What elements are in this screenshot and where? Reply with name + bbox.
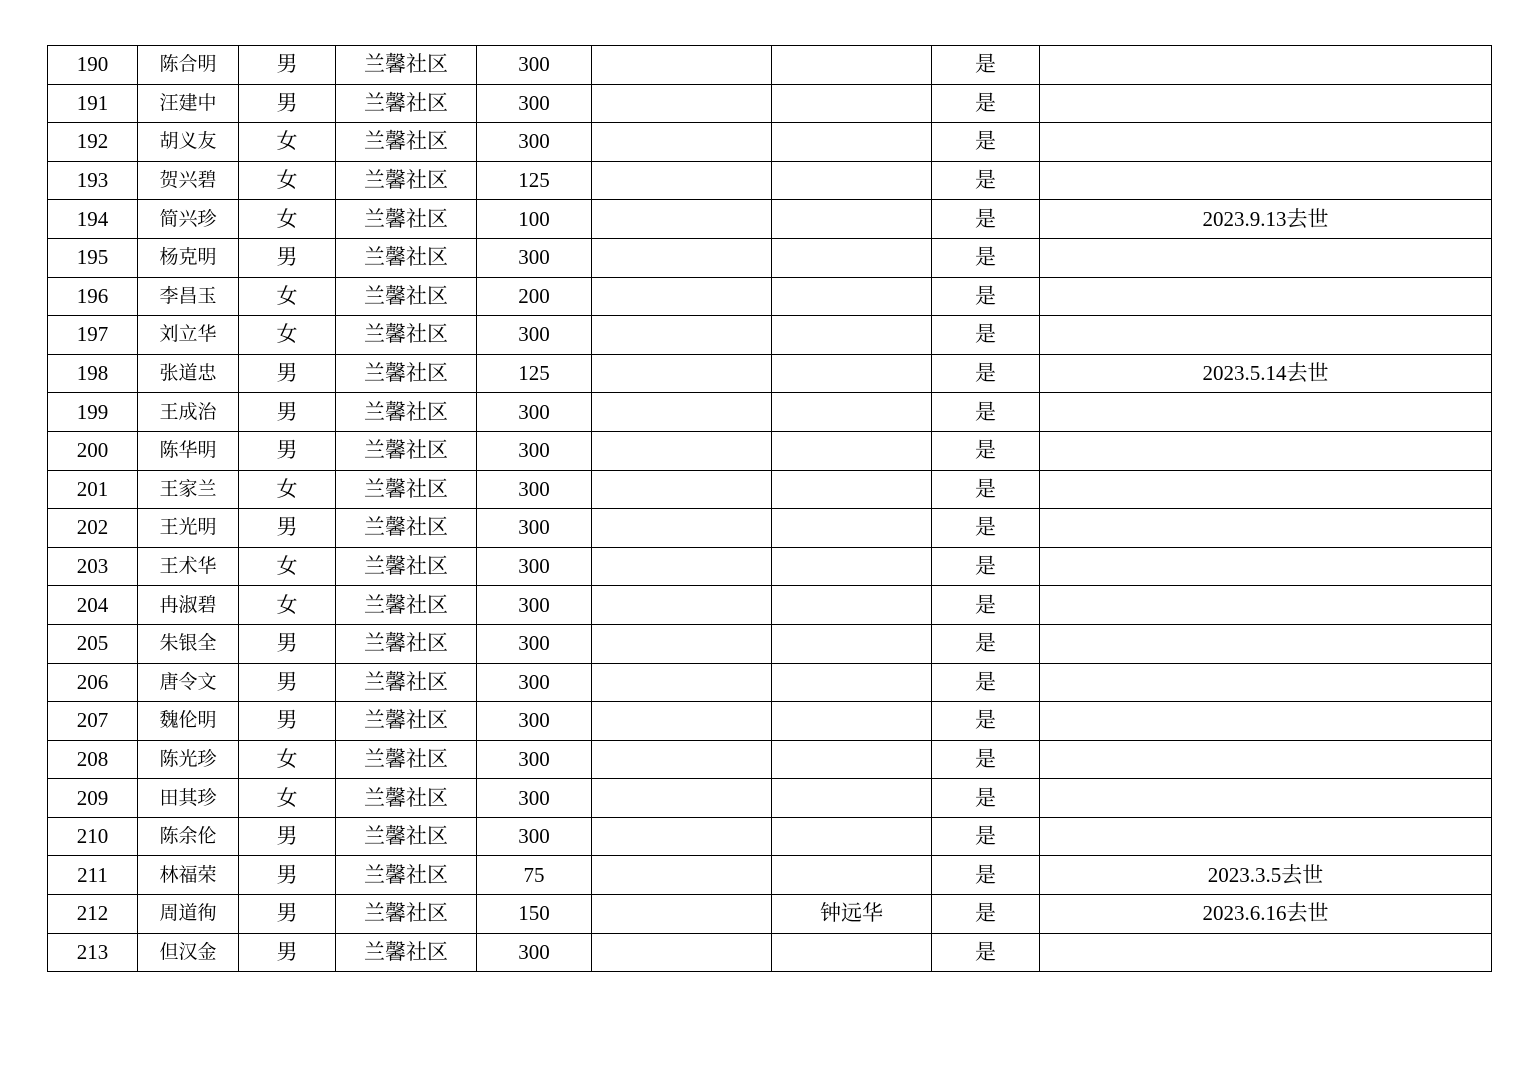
status-cell: 是: [932, 509, 1040, 548]
status-cell: 是: [932, 354, 1040, 393]
community-cell: 兰馨社区: [336, 200, 477, 239]
name-cell: 李昌玉: [138, 277, 239, 316]
community-cell: 兰馨社区: [336, 740, 477, 779]
serial-number-cell: 207: [48, 702, 138, 741]
name-cell: 陈光珍: [138, 740, 239, 779]
table-row: [48, 46, 1492, 85]
agent-name-cell: [772, 238, 932, 277]
gender-cell: 女: [239, 547, 336, 586]
remark-cell: [1040, 663, 1492, 702]
agent-name-cell: [772, 46, 932, 85]
community-cell: 兰馨社区: [336, 624, 477, 663]
amount-cell: 300: [477, 547, 592, 586]
data-table: [47, 45, 1492, 972]
community-cell: 兰馨社区: [336, 238, 477, 277]
serial-number-cell: 201: [48, 470, 138, 509]
agent-name-cell: [772, 663, 932, 702]
remark-cell: [1040, 702, 1492, 741]
name-cell: 杨克明: [138, 238, 239, 277]
gender-cell: 男: [239, 46, 336, 85]
gender-cell: 女: [239, 161, 336, 200]
community-cell: 兰馨社区: [336, 856, 477, 895]
status-cell: 是: [932, 161, 1040, 200]
serial-number-cell: 212: [48, 895, 138, 934]
table-row: [48, 200, 1492, 239]
serial-number-cell: 192: [48, 123, 138, 162]
status-cell: 是: [932, 895, 1040, 934]
remark-cell: [1040, 277, 1492, 316]
table-row: [48, 547, 1492, 586]
gender-cell: 男: [239, 856, 336, 895]
remark-cell: [1040, 740, 1492, 779]
name-cell: 唐令文: [138, 663, 239, 702]
agent-name-cell: [772, 354, 932, 393]
name-cell: 朱银全: [138, 624, 239, 663]
amount-cell: 300: [477, 470, 592, 509]
agent-name-cell: [772, 509, 932, 548]
name-cell: 田其珍: [138, 779, 239, 818]
agent-name-cell: [772, 856, 932, 895]
amount-cell: 300: [477, 779, 592, 818]
serial-number-cell: 202: [48, 509, 138, 548]
agent-name-cell: [772, 702, 932, 741]
remark-cell: [1040, 393, 1492, 432]
blank-cell: [592, 46, 772, 85]
gender-cell: 女: [239, 200, 336, 239]
status-cell: 是: [932, 123, 1040, 162]
table-row: [48, 238, 1492, 277]
community-cell: 兰馨社区: [336, 393, 477, 432]
agent-name-cell: [772, 123, 932, 162]
status-cell: 是: [932, 470, 1040, 509]
community-cell: 兰馨社区: [336, 663, 477, 702]
name-cell: 王术华: [138, 547, 239, 586]
gender-cell: 男: [239, 84, 336, 123]
amount-cell: 150: [477, 895, 592, 934]
remark-cell: [1040, 509, 1492, 548]
table-row: [48, 740, 1492, 779]
status-cell: 是: [932, 702, 1040, 741]
table-row: [48, 354, 1492, 393]
serial-number-cell: 203: [48, 547, 138, 586]
blank-cell: [592, 277, 772, 316]
remark-cell: 2023.5.14去世: [1040, 354, 1492, 393]
gender-cell: 女: [239, 586, 336, 625]
table-row: [48, 470, 1492, 509]
blank-cell: [592, 586, 772, 625]
serial-number-cell: 194: [48, 200, 138, 239]
gender-cell: 女: [239, 779, 336, 818]
status-cell: 是: [932, 856, 1040, 895]
remark-cell: [1040, 586, 1492, 625]
amount-cell: 125: [477, 161, 592, 200]
status-cell: 是: [932, 933, 1040, 972]
agent-name-cell: [772, 431, 932, 470]
remark-cell: [1040, 238, 1492, 277]
table-row: [48, 817, 1492, 856]
amount-cell: 300: [477, 46, 592, 85]
status-cell: 是: [932, 547, 1040, 586]
name-cell: 魏伦明: [138, 702, 239, 741]
name-cell: 但汉金: [138, 933, 239, 972]
status-cell: 是: [932, 277, 1040, 316]
name-cell: 贺兴碧: [138, 161, 239, 200]
status-cell: 是: [932, 84, 1040, 123]
remark-cell: [1040, 123, 1492, 162]
table-row: [48, 277, 1492, 316]
amount-cell: 300: [477, 817, 592, 856]
blank-cell: [592, 509, 772, 548]
table-row: [48, 933, 1492, 972]
remark-cell: [1040, 817, 1492, 856]
amount-cell: 300: [477, 740, 592, 779]
status-cell: 是: [932, 586, 1040, 625]
blank-cell: [592, 933, 772, 972]
table-row: [48, 624, 1492, 663]
community-cell: 兰馨社区: [336, 547, 477, 586]
agent-name-cell: [772, 200, 932, 239]
blank-cell: [592, 123, 772, 162]
serial-number-cell: 206: [48, 663, 138, 702]
name-cell: 胡义友: [138, 123, 239, 162]
amount-cell: 300: [477, 238, 592, 277]
table-row: [48, 663, 1492, 702]
remark-cell: [1040, 933, 1492, 972]
name-cell: 张道忠: [138, 354, 239, 393]
blank-cell: [592, 84, 772, 123]
blank-cell: [592, 238, 772, 277]
serial-number-cell: 197: [48, 316, 138, 355]
table-row: [48, 431, 1492, 470]
serial-number-cell: 200: [48, 431, 138, 470]
remark-cell: [1040, 84, 1492, 123]
gender-cell: 女: [239, 740, 336, 779]
serial-number-cell: 190: [48, 46, 138, 85]
amount-cell: 300: [477, 586, 592, 625]
community-cell: 兰馨社区: [336, 123, 477, 162]
remark-cell: [1040, 46, 1492, 85]
community-cell: 兰馨社区: [336, 277, 477, 316]
serial-number-cell: 195: [48, 238, 138, 277]
name-cell: 王光明: [138, 509, 239, 548]
community-cell: 兰馨社区: [336, 46, 477, 85]
status-cell: 是: [932, 393, 1040, 432]
table-row: [48, 509, 1492, 548]
serial-number-cell: 191: [48, 84, 138, 123]
table-row: [48, 161, 1492, 200]
agent-name-cell: [772, 470, 932, 509]
table-row: [48, 316, 1492, 355]
gender-cell: 女: [239, 316, 336, 355]
gender-cell: 男: [239, 817, 336, 856]
community-cell: 兰馨社区: [336, 161, 477, 200]
name-cell: 冉淑碧: [138, 586, 239, 625]
amount-cell: 300: [477, 624, 592, 663]
status-cell: 是: [932, 817, 1040, 856]
blank-cell: [592, 354, 772, 393]
community-cell: 兰馨社区: [336, 702, 477, 741]
gender-cell: 男: [239, 431, 336, 470]
status-cell: 是: [932, 740, 1040, 779]
status-cell: 是: [932, 663, 1040, 702]
amount-cell: 200: [477, 277, 592, 316]
name-cell: 王家兰: [138, 470, 239, 509]
table-row: [48, 84, 1492, 123]
community-cell: 兰馨社区: [336, 779, 477, 818]
agent-name-cell: [772, 84, 932, 123]
status-cell: 是: [932, 779, 1040, 818]
gender-cell: 男: [239, 624, 336, 663]
amount-cell: 300: [477, 702, 592, 741]
serial-number-cell: 204: [48, 586, 138, 625]
agent-name-cell: [772, 316, 932, 355]
community-cell: 兰馨社区: [336, 895, 477, 934]
name-cell: 陈合明: [138, 46, 239, 85]
status-cell: 是: [932, 431, 1040, 470]
name-cell: 王成治: [138, 393, 239, 432]
agent-name-cell: [772, 161, 932, 200]
blank-cell: [592, 161, 772, 200]
blank-cell: [592, 547, 772, 586]
blank-cell: [592, 740, 772, 779]
amount-cell: 100: [477, 200, 592, 239]
status-cell: 是: [932, 200, 1040, 239]
agent-name-cell: [772, 817, 932, 856]
gender-cell: 男: [239, 933, 336, 972]
blank-cell: [592, 431, 772, 470]
amount-cell: 75: [477, 856, 592, 895]
status-cell: 是: [932, 316, 1040, 355]
remark-cell: [1040, 431, 1492, 470]
amount-cell: 300: [477, 663, 592, 702]
blank-cell: [592, 200, 772, 239]
community-cell: 兰馨社区: [336, 933, 477, 972]
agent-name-cell: [772, 779, 932, 818]
blank-cell: [592, 663, 772, 702]
remark-cell: [1040, 161, 1492, 200]
serial-number-cell: 193: [48, 161, 138, 200]
name-cell: 刘立华: [138, 316, 239, 355]
name-cell: 简兴珍: [138, 200, 239, 239]
agent-name-cell: [772, 277, 932, 316]
gender-cell: 男: [239, 702, 336, 741]
blank-cell: [592, 702, 772, 741]
table-row: [48, 123, 1492, 162]
amount-cell: 300: [477, 933, 592, 972]
table-row: [48, 702, 1492, 741]
name-cell: 周道徇: [138, 895, 239, 934]
remark-cell: [1040, 316, 1492, 355]
community-cell: 兰馨社区: [336, 316, 477, 355]
remark-cell: 2023.9.13去世: [1040, 200, 1492, 239]
table-row: [48, 779, 1492, 818]
agent-name-cell: [772, 393, 932, 432]
blank-cell: [592, 624, 772, 663]
name-cell: 林福荣: [138, 856, 239, 895]
agent-name-cell: 钟远华: [772, 895, 932, 934]
serial-number-cell: 210: [48, 817, 138, 856]
community-cell: 兰馨社区: [336, 509, 477, 548]
table-row: [48, 393, 1492, 432]
community-cell: 兰馨社区: [336, 470, 477, 509]
gender-cell: 女: [239, 277, 336, 316]
table-row: [48, 895, 1492, 934]
gender-cell: 男: [239, 663, 336, 702]
remark-cell: 2023.6.16去世: [1040, 895, 1492, 934]
blank-cell: [592, 817, 772, 856]
agent-name-cell: [772, 740, 932, 779]
remark-cell: 2023.3.5去世: [1040, 856, 1492, 895]
gender-cell: 女: [239, 123, 336, 162]
amount-cell: 300: [477, 431, 592, 470]
amount-cell: 300: [477, 316, 592, 355]
community-cell: 兰馨社区: [336, 817, 477, 856]
remark-cell: [1040, 779, 1492, 818]
remark-cell: [1040, 547, 1492, 586]
agent-name-cell: [772, 624, 932, 663]
serial-number-cell: 198: [48, 354, 138, 393]
table-row: [48, 586, 1492, 625]
name-cell: 陈余伦: [138, 817, 239, 856]
community-cell: 兰馨社区: [336, 84, 477, 123]
blank-cell: [592, 895, 772, 934]
blank-cell: [592, 316, 772, 355]
amount-cell: 300: [477, 84, 592, 123]
remark-cell: [1040, 624, 1492, 663]
blank-cell: [592, 393, 772, 432]
blank-cell: [592, 470, 772, 509]
gender-cell: 男: [239, 393, 336, 432]
table-row: [48, 856, 1492, 895]
serial-number-cell: 205: [48, 624, 138, 663]
serial-number-cell: 208: [48, 740, 138, 779]
gender-cell: 男: [239, 509, 336, 548]
table-body: [48, 46, 1492, 972]
gender-cell: 男: [239, 354, 336, 393]
serial-number-cell: 209: [48, 779, 138, 818]
serial-number-cell: 199: [48, 393, 138, 432]
agent-name-cell: [772, 586, 932, 625]
status-cell: 是: [932, 238, 1040, 277]
status-cell: 是: [932, 624, 1040, 663]
blank-cell: [592, 779, 772, 818]
amount-cell: 300: [477, 393, 592, 432]
amount-cell: 300: [477, 123, 592, 162]
community-cell: 兰馨社区: [336, 586, 477, 625]
agent-name-cell: [772, 933, 932, 972]
gender-cell: 男: [239, 895, 336, 934]
community-cell: 兰馨社区: [336, 431, 477, 470]
remark-cell: [1040, 470, 1492, 509]
name-cell: 汪建中: [138, 84, 239, 123]
amount-cell: 300: [477, 509, 592, 548]
agent-name-cell: [772, 547, 932, 586]
blank-cell: [592, 856, 772, 895]
gender-cell: 女: [239, 470, 336, 509]
name-cell: 陈华明: [138, 431, 239, 470]
amount-cell: 125: [477, 354, 592, 393]
serial-number-cell: 213: [48, 933, 138, 972]
serial-number-cell: 211: [48, 856, 138, 895]
serial-number-cell: 196: [48, 277, 138, 316]
status-cell: 是: [932, 46, 1040, 85]
community-cell: 兰馨社区: [336, 354, 477, 393]
gender-cell: 男: [239, 238, 336, 277]
